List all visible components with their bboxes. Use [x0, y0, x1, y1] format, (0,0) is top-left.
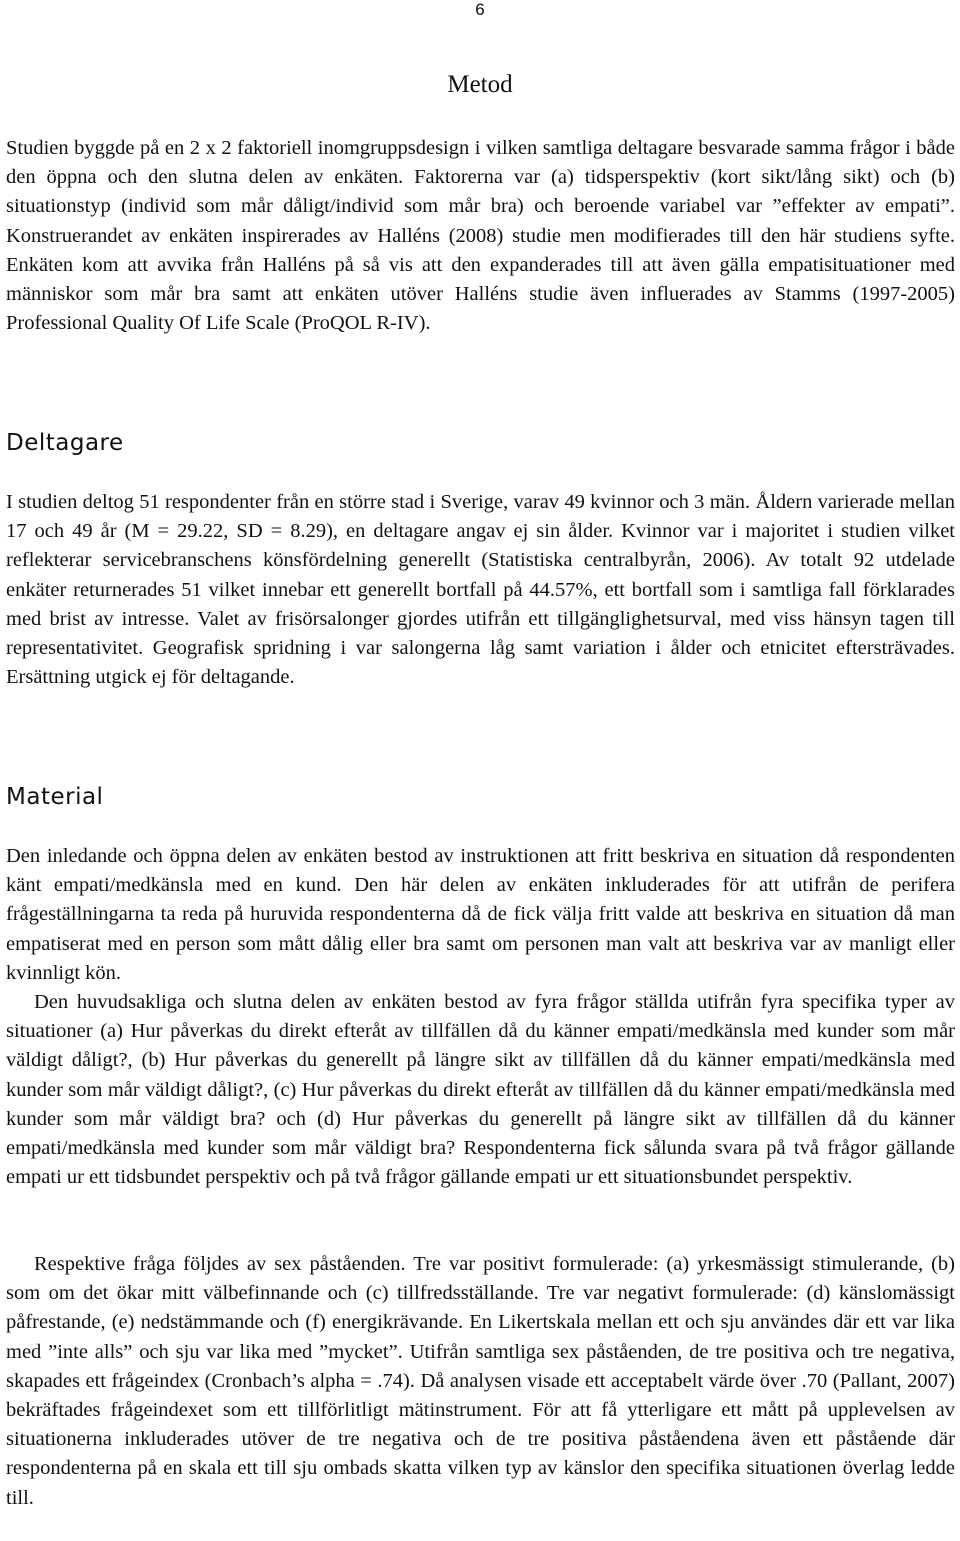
- page-number: 6: [475, 0, 485, 19]
- material-paragraph-1: Den inledande och öppna delen av enkäten bestod av instruktionen att fritt beskriva en situation då respondenten känt empati/medkänsla med en kund. Den här delen av enkäten inkluderades för att utifrån de perifera frågeställningarna ta reda på huruvida respondenterna då de fick välja fritt valde att beskriva en situation då man empatiserat med en person som mått dålig eller bra samt om personen man valt att beskriva var av manligt eller kvinnligt kön.: [6, 845, 955, 984]
- intro-text-part-1: Studien byggde på en 2 x 2 faktoriell inomgruppsdesign i vilken samtliga deltagare besvarade samma frågor i både den öppna och den slutna delen av enkäten. Faktorerna var (a) tidsperspektiv (kort sikt/lång sikt) och (b) situationstyp (individ som mår dåligt/individ som mår bra) och beroende variabel var ”effekter av empati”. Konstruerandet av enkäten inspirerades av Halléns (2008) studie men modifierades till den här studiens syfte.: [6, 137, 955, 247]
- section-heading-deltagare: Deltagare: [6, 430, 124, 456]
- material-paragraph-2: Den huvudsakliga och slutna delen av enkäten bestod av fyra frågor ställda utifrån fyra specifika typer av situationer (a) Hur påverkas du direkt efteråt av tillfällen då du känner empati/medkänsla med kunder som mår väldigt dåligt?, (b) Hur påverkas du generellt på längre sikt av tillfällen då du känner empati/medkänsla med kunder som mår väldigt dåligt?, (c) Hur påverkas du direkt efteråt av tillfällen då du känner empati/medkänsla med kunder som mår väldigt bra? och (d) Hur påverkas du generellt på längre sikt av tillfällen då du känner empati/medkänsla med kunder som mår väldigt bra? Respondenterna fick sålunda svara på två frågor gällande empati ur ett tidsbundet perspektiv och på två frågor gällande empati ur ett situationsbundet perspektiv.: [6, 991, 955, 1189]
- material-paragraph-3: Respektive fråga följdes av sex påståenden. Tre var positivt formulerade: (a) yrkesmässigt stimulerande, (b) som om det ökar mitt välbefinnande och (c) tillfredsställande. Tre var negativt formulerade: (d) känslomässigt påfrestande, (e) nedstämmande och (f) energikrävande. En Likertskala mellan ett och sju användes där ett var lika med ”inte alls” och sju var lika med ”mycket”. Utifrån samtliga sex påståenden, de tre positiva och tre negativa, skapades ett frågeindex (Cronbach’s alpha = .74). Då analysen visade ett acceptabelt värde över .70 (Pallant, 2007) bekräftades frågeindexet som ett tillförlitligt mätinstrument. För att få ytterligare ett mått på upplevelsen av situationerna inkluderades utöver de tre negativa och de tre positiva påståendena även ett påstående där respondenterna på en skala ett till sju ombads skatta vilken typ av känslor den specifika situationen överlag ledde till.: [6, 1253, 955, 1509]
- page-title: Metod: [447, 71, 513, 98]
- deltagare-paragraph: I studien deltog 51 respondenter från en större stad i Sverige, varav 49 kvinnor och 3 män. Åldern varierade mellan 17 och 49 år (M = 29.22, SD = 8.29), en deltagare angav ej sin ålder. Kvinnor var i majoritet i studien vilket reflekterar servicebranschens könsfördelning generellt (Statistiska centralbyrån, 2006). Av totalt 92 utdelade enkäter returnerades 51 vilket innebar ett generellt bortfall på 44.57%, ett bortfall som i samtliga fall förklarades med brist av intresse. Valet av frisörsalonger gjordes utifrån ett tillgänglighetsurval, med viss hänsyn tagen till representativitet. Geografisk spridning i var salongerna låg samt variation i ålder och etnicitet eftersträvades. Ersättning utgick ej för deltagande.: [6, 491, 955, 689]
- intro-paragraph: [6, 134, 955, 338]
- intro-text-part-2: Enkäten kom att avvika från Halléns på så vis att den expanderades till att även gälla empatisituationer med människor som mår bra samt att enkäten utöver Halléns studie även influerades av Stamms (1997-2005) Professional Quality Of Life Scale (ProQOL R-IV).: [6, 253, 955, 335]
- section-heading-material: Material: [6, 784, 104, 810]
